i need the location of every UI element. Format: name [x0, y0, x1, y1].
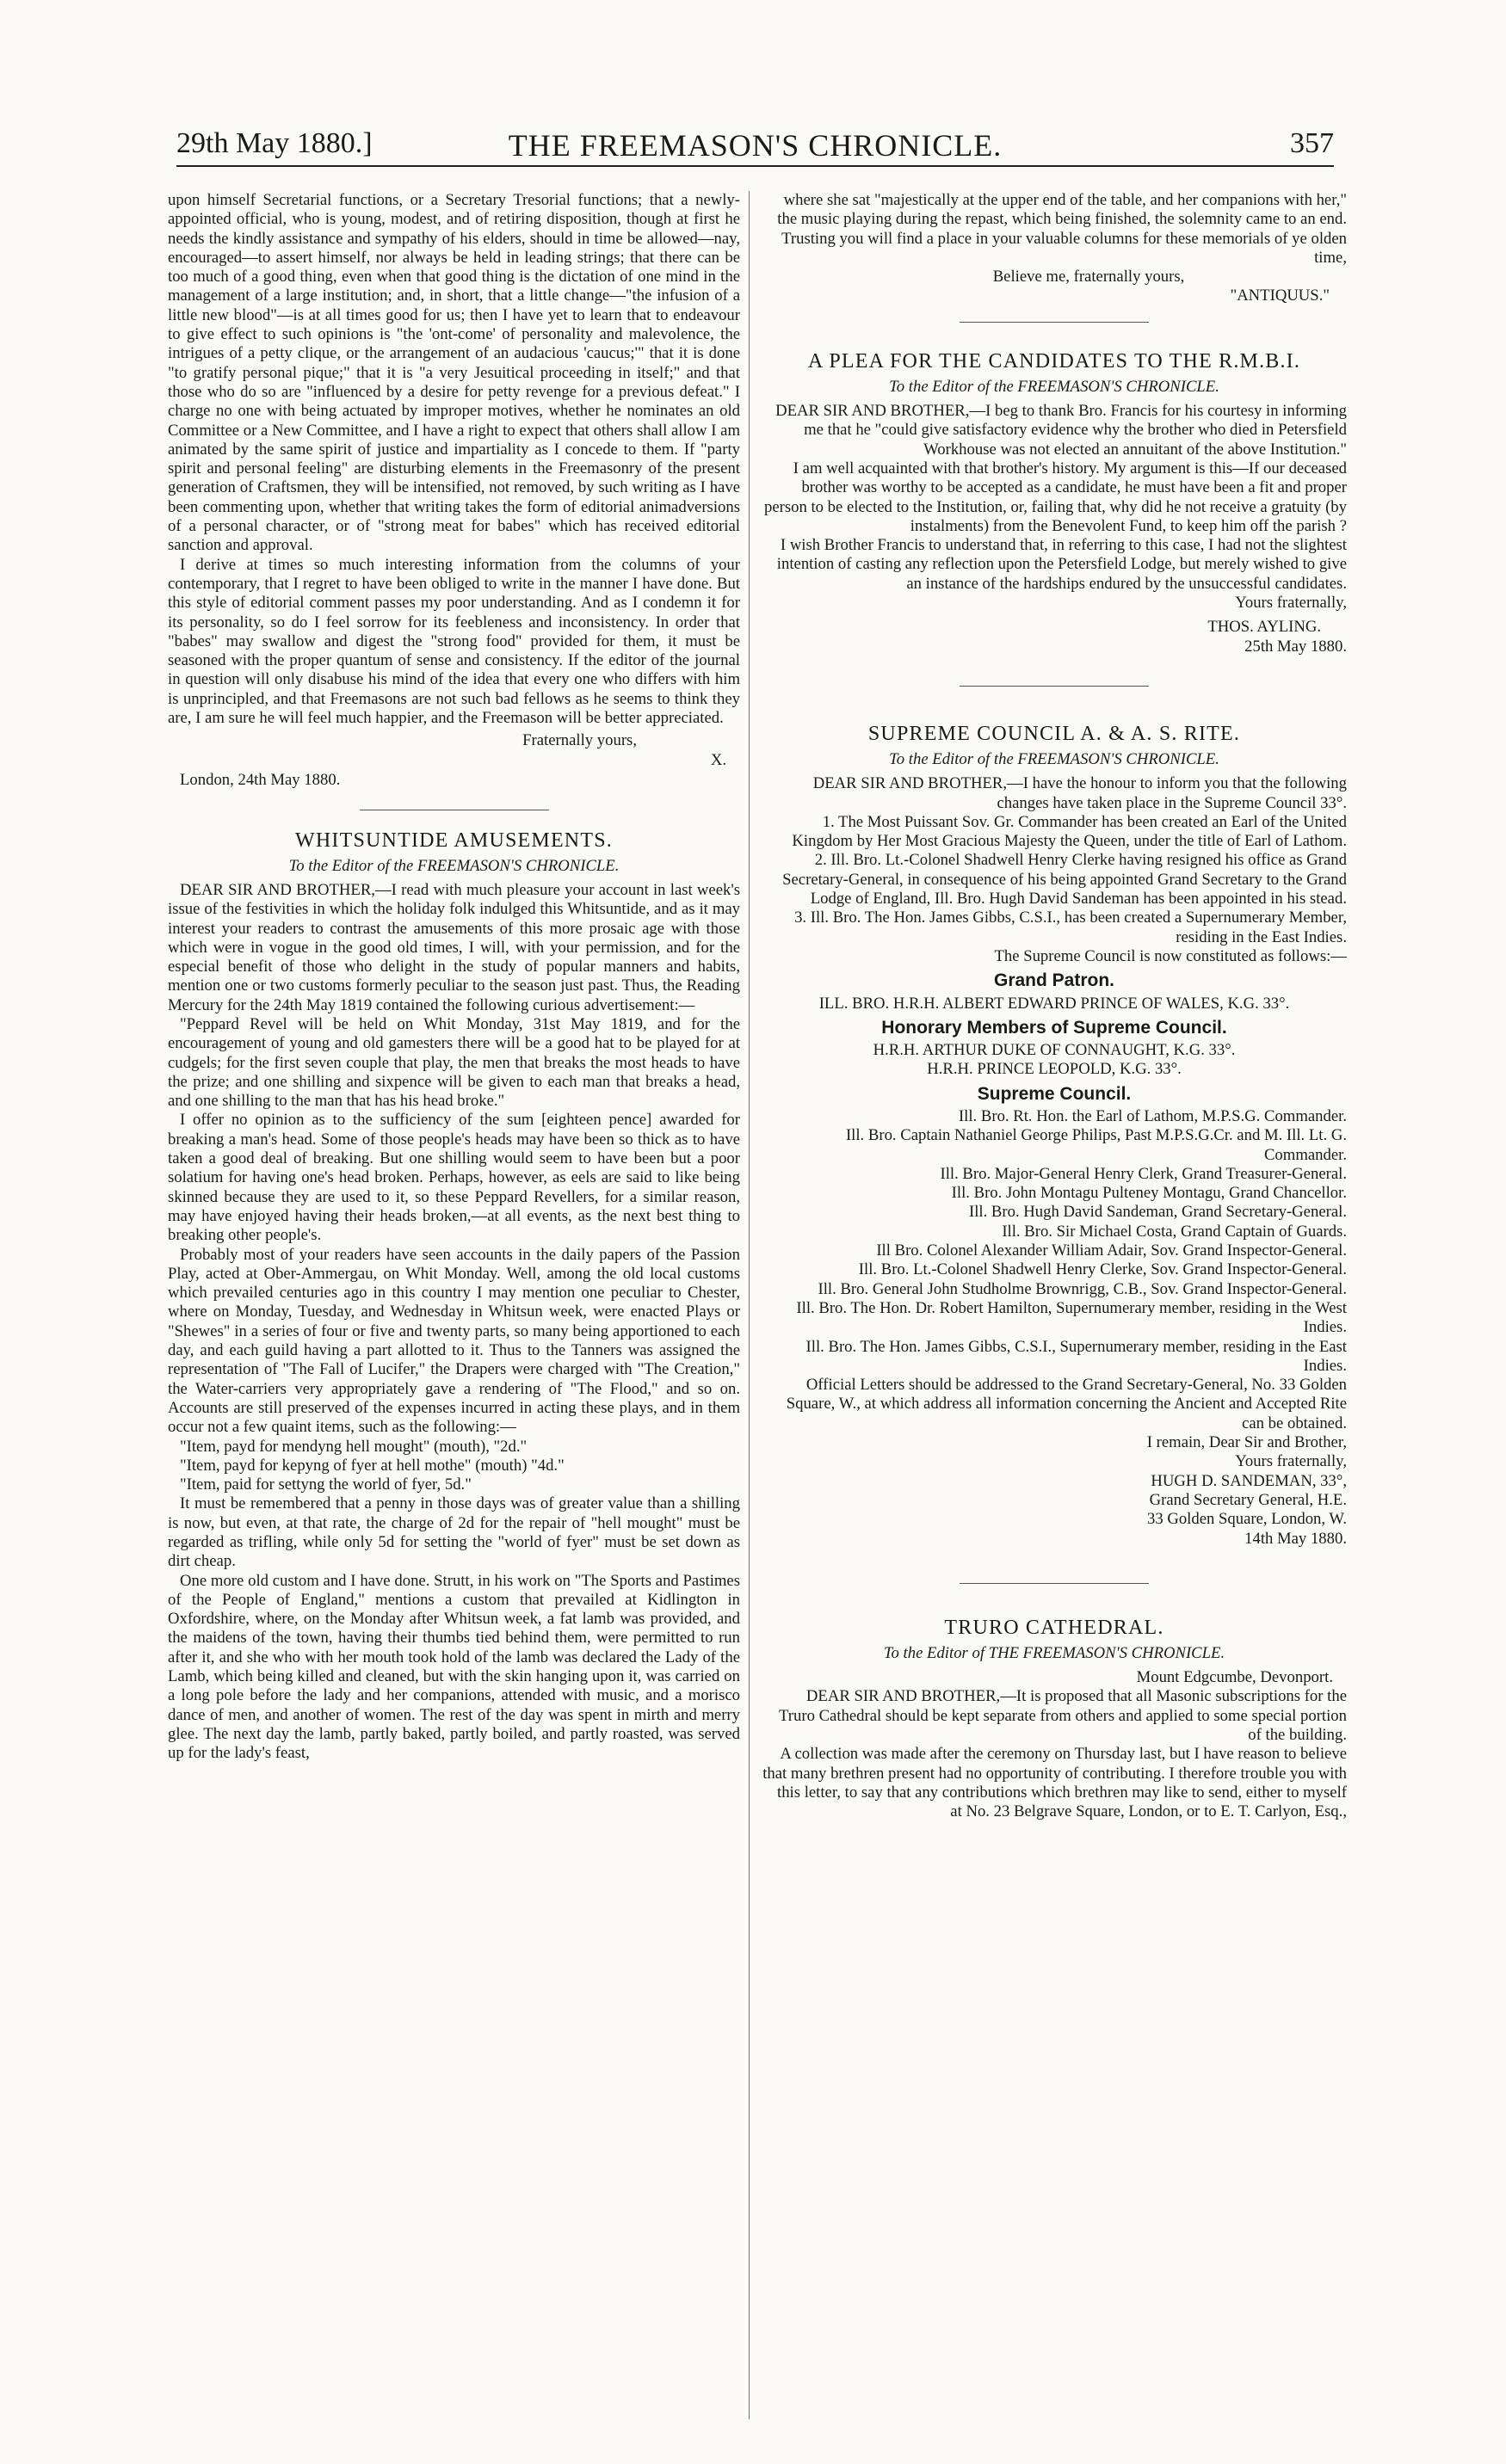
issue-date: 29th May 1880.]	[176, 127, 373, 159]
article-paragraph: One more old custom and I have done. Strutt, in his work on "The Sports and Pastimes of the People of England," mentions a custom that prevailed at Kidlington in Oxfordshire, where, on the Monday after Whitsun week, a fat lamb was provided, and the maidens of the town, having their thumbs tied behind them, were permitted to run after it, and she who with her mouth took hold of the lamb was declared the Lady of the Lamb, which being killed and cleaned, but with the skin hanging upon it, was carried on a long pole before the lady and her companions, attended with music, and a morisco dance of men, and another of women. The rest of the day was spent in mirth and merry glee. The next day the lamb, partly baked, partly boiled, and partly roasted, was served up for the lady's feast,	[168, 1571, 740, 1763]
council-member: Ill. Bro. The Hon. Dr. Robert Hamilton, Supernumerary member, residing in the West Indies.	[796, 1298, 1347, 1337]
letter-paragraph: 3. Ill. Bro. The Hon. James Gibbs, C.S.I., has been created a Supernumerary Member, residing in the East Indies.	[794, 909, 1347, 946]
council-member: Ill Bro. Colonel Alexander William Adair, Sov. Grand Inspector-General.	[876, 1241, 1347, 1260]
grand-patron-line: ILL. BRO. H.R.H. ALBERT EDWARD PRINCE OF WALES, K.G. 33°.	[818, 994, 1290, 1013]
article-item: "Item, payd for kepyng of fyer at hell mothe" (mouth) "4d."	[180, 1456, 565, 1475]
section-heading-honorary-members: Honorary Members of Supreme Council.	[881, 1017, 1227, 1038]
letter-signature: X.	[710, 750, 726, 769]
masthead	[176, 127, 1334, 167]
section-heading-supreme-council: Supreme Council.	[977, 1083, 1132, 1104]
council-member: Ill. Bro. Hugh David Sandeman, Grand Secretary-General.	[968, 1203, 1347, 1222]
letter-paragraph: DEAR SIR AND BROTHER,—It is proposed that all Masonic subscriptions for the Truro Cathedral should be kept separate from others and applied to some special portion of the building.	[779, 1687, 1347, 1744]
letter-paragraph: The Supreme Council is now constituted as follows:—	[994, 946, 1347, 965]
section-divider	[960, 686, 1149, 687]
letter-signature-row	[168, 751, 740, 791]
letter-place-date: London, 24th May 1880.	[180, 771, 341, 790]
letter-closing: I remain, Dear Sir and Brother,	[1146, 1433, 1347, 1452]
article-title-plea: A PLEA FOR THE CANDIDATES TO THE R.M.B.I.	[807, 349, 1301, 373]
article-paragraph: It must be remembered that a penny in those days was of greater value than a shilling is now, but even, at that rate, the charge of 2d for the repair of "hell mought" must be regarded as trifling, while only 5d for setting the "world of fyer" must be set down as dirt cheap.	[168, 1494, 740, 1571]
council-member: Ill. Bro. General John Studholme Brownrigg, C.B., Sov. Grand Inspector-General.	[818, 1279, 1347, 1298]
council-member: Ill. Bro. Rt. Hon. the Earl of Lathom, M.P.S.G. Commander.	[958, 1106, 1347, 1125]
publication-title: THE FREEMASON'S CHRONICLE.	[508, 128, 1003, 163]
article-subtitle: To the Editor of the FREEMASON'S CHRONICLE.	[288, 856, 620, 875]
letter-paragraph: upon himself Secretarial functions, or a Secretary Tresorial functions; that a newly-appointed official, who is young, modest, and of retiring disposition, though at first he needs the kindly assistance and sympathy of his elders, should in time be allowed—nay, encouraged—to assert himself, nor always be held in leading strings; that there can be too much of a good thing, even when that good thing is the dictation of one mind in the management of a large institution; and, in short, that a little change—"the infusion of a little new blood"—is at all times good for us; then I have yet to learn that to endeavour to give effect to such opinions is "the 'ont-come' of personality and malevolence, the intrigues of a petty clique, or the arrangement of an audacious 'caucus;'" that it is done "to gratify personal pique;" that it is "a very Jesuitical proceeding in itself;" and that those who do so are "influenced by a desire for petty revenge for a previous defeat." I charge no one with being actuated by improper motives, whether he nominates an old Committee or a New Committee, and I have a right to expect that others shall allow I am animated by the same spirit of justice and impartiality as I concede to them. If "party spirit and personal feeling" are disturbing elements in the Freemasonry of the present generation of Craftsmen, they will be intensified, not removed, by such writing as I have been commenting upon, whether that writing takes the form of editorial animadversions of a personal character, or of "strong meat for babes" which has received editorial sanction and approval.	[168, 191, 740, 555]
article-quote: "Peppard Revel will be held on Whit Monday, 31st May 1819, and for the encouragement of young and old gamesters there will be a good hat to be played for at cudgels; for the first seven couple that play, the men that breaks the most heads to have the prize; and one shilling and sixpence will be given to each man that breaks a head, and one shilling to the man that has his head broke."	[168, 1014, 740, 1111]
article-subtitle: To the Editor of the FREEMASON'S CHRONICLE.	[889, 377, 1219, 396]
letter-paragraph: A collection was made after the ceremony on Thursday last, but I have reason to believe that many brethren present had no opportunity of contributing. I therefore trouble you with this letter, to say that any contributions which brethren may like to send, either to myself at No. 23 Belgrave Square, London, or to E. T. Carlyon, Esq.,	[762, 1745, 1347, 1821]
letter-closing: Yours fraternally,	[1235, 594, 1347, 613]
article-paragraph: DEAR SIR AND BROTHER,—I read with much pleasure your account in last week's issue of the festivities in which the holiday folk indulged this Whitsuntide, and as it may interest your readers to contrast the amusements of this more prosaic age with those which were in vogue in the good old times, I will, with your permission, and for the especial benefit of those who delight in the study of popular manners and habits, mention one or two customs formerly peculiar to the season just past. Thus, the Reading Mercury for the 24th May 1819 contained the following curious advertisement:—	[168, 880, 740, 1014]
council-member: Ill. Bro. The Hon. James Gibbs, C.S.I., Supernumerary member, residing in the East Indies.	[805, 1337, 1347, 1375]
column-divider	[749, 191, 750, 2419]
article-paragraph: I offer no opinion as to the sufficiency of the sum [eighteen pence] awarded for breaking a man's head. Some of those people's heads may have been so thick as to have taken a good deal of breaking. But one shilling would seem to have been but a poor solatium for having one's head broken. Perhaps, however, as eels are said to like being skinned because they are used to it, so these Peppard Revellers, for a similar reason, may have enjoyed having their heads broken,—at all events, as the next best thing to breaking other people's.	[168, 1111, 740, 1245]
council-member: Ill. Bro. Lt.-Colonel Shadwell Henry Clerke, Sov. Grand Inspector-General.	[858, 1260, 1347, 1279]
honorary-member: H.R.H. PRINCE LEOPOLD, K.G. 33°.	[927, 1060, 1182, 1079]
council-member: Ill. Bro. John Montagu Pulteney Montagu, Grand Chancellor.	[951, 1184, 1347, 1203]
letter-paragraph: I am well acquainted with that brother's history. My argument is this—If our deceased brother was worthy to be accepted as a candidate, he must have been a fit and proper person to be elected to the Institution, or, failing that, why did he not receive a gratuity (by instalments) from the Benevolent Fund, to keep him off the parish ?	[763, 459, 1347, 535]
article-item: "Item, paid for settyng the world of fyer, 5d."	[180, 1475, 472, 1494]
council-member: Ill. Bro. Sir Michael Costa, Grand Captain of Guards.	[1002, 1222, 1347, 1241]
article-title-whitsuntide: WHITSUNTIDE AMUSEMENTS.	[295, 829, 613, 852]
council-member: Ill. Bro. Major-General Henry Clerk, Grand Treasurer-General.	[940, 1164, 1347, 1183]
letter-paragraph: I wish Brother Francis to understand that, in referring to this case, I had not the slightest intention of casting any reflection upon the Petersfield Lodge, but merely wished to give an instance of the hardships endured by the unsuccessful candidates.	[776, 536, 1347, 593]
letter-signature: THOS. AYLING.	[1207, 618, 1321, 637]
article-paragraph: Probably most of your readers have seen accounts in the daily papers of the Passion Play, acted at Ober-Ammergau, on Whit Monday. Well, among the old local customs which prevailed centuries ago in this country I may mention one peculiar to Chester, where on Monday, Tuesday, and Wednesday in Whitsun week, were enacted Plays or "Shewes" in a series of four or five and twenty parts, so many being apportioned to each day, and each guild having a part allotted to it. Thus to the Tanners was assigned the representation of "The Fall of Lucifer," the Drapers were charged with "The Creation," the Water-carriers very appropriately gave a rendering of "The Flood," and so on. Accounts are still preserved of the expenses incurred in acting these plays, and in them occur not a few quaint items, such as the following:—	[168, 1245, 740, 1437]
article-title-truro: TRURO CATHEDRAL.	[944, 1616, 1164, 1639]
letter-paragraph: 2. Ill. Bro. Lt.-Colonel Shadwell Henry Clerke having resigned his office as Grand Secretary-General, in consequence of his being appointed Grand Secretary to the Grand Lodge of England, Ill. Bro. Hugh David Sandeman has been appointed in his stead.	[782, 851, 1347, 909]
letter-address: 33 Golden Square, London, W.	[1146, 1510, 1347, 1529]
honorary-member: H.R.H. ARTHUR DUKE OF CONNAUGHT, K.G. 33°.	[873, 1041, 1236, 1060]
letter-paragraph: DEAR SIR AND BROTHER,—I beg to thank Bro. Francis for his courtesy in informing me that he "could give satisfactory evidence why the brother who died in Petersfield Workhouse was not elected an annuitant of the above Institution."	[775, 402, 1347, 459]
left-column	[168, 191, 740, 2419]
right-column	[762, 191, 1347, 2419]
article-subtitle: To the Editor of the FREEMASON'S CHRONICLE.	[889, 749, 1219, 768]
letter-closing: Believe me, fraternally yours,	[992, 268, 1185, 286]
letter-date: 25th May 1880.	[1244, 637, 1347, 656]
letter-place: Mount Edgcumbe, Devonport.	[1136, 1668, 1333, 1687]
letter-signature: "ANTIQUUS."	[1230, 286, 1330, 305]
letter-paragraph: 1. The Most Puissant Sov. Gr. Commander has been created an Earl of the United Kingdom by Her Most Gracious Majesty the Queen, under the title of Earl of Lathom.	[792, 812, 1347, 851]
council-member: Ill. Bro. Captain Nathaniel George Philips, Past M.P.S.G.Cr. and M. Ill. Lt. G. Commander.	[845, 1126, 1347, 1164]
letter-signature-title: Grand Secretary General, H.E.	[1149, 1490, 1347, 1509]
letter-paragraph: Official Letters should be addressed to the Grand Secretary-General, No. 33 Golden Square, W., at which address all information concerning the Ancient and Accepted Rite can be obtained.	[786, 1376, 1347, 1432]
letter-paragraph: DEAR SIR AND BROTHER,—I have the honour to inform you that the following changes have taken place in the Supreme Council 33°.	[812, 774, 1347, 812]
article-subtitle: To the Editor of THE FREEMASON'S CHRONICLE.	[883, 1643, 1225, 1662]
article-paragraph: where she sat "majestically at the upper end of the table, and her companions with her," the music playing during the repast, which being finished, the solemnity came to an end.	[777, 191, 1347, 229]
section-divider	[960, 1583, 1149, 1584]
letter-signature: HUGH D. SANDEMAN, 33°,	[1151, 1471, 1347, 1490]
section-heading-grand-patron: Grand Patron.	[993, 970, 1115, 991]
letter-closing: Fraternally yours,	[522, 731, 637, 750]
letter-paragraph: I derive at times so much interesting information from the columns of your contemporary, that I regret to have been obliged to write in the manner I have done. But this style of editorial comment passes my poor understanding. And as I condemn it for its personality, so do I feel sorrow for its feebleness and inconsistency. In order that "babes" may swallow and digest the "strong food" provided for them, it must be seasoned with the proper quantum of sense and consistency. If the editor of the journal in question will only disabuse his mind of the idea that every one who differs with him is unprincipled, and that Freemasons are not such bad fellows as he seems to think they are, I am sure he will feel much happier, and the Freemason will be better appreciated.	[168, 555, 740, 728]
article-item: "Item, payd for mendyng hell mought" (mouth), "2d."	[180, 1437, 528, 1456]
article-title-supreme-council: SUPREME COUNCIL A. & A. S. RITE.	[867, 722, 1241, 745]
article-paragraph: Trusting you will find a place in your valuable columns for these memorials of ye olden time,	[781, 229, 1347, 267]
section-divider	[960, 322, 1149, 323]
page-number: 357	[1290, 127, 1334, 159]
letter-closing: Yours fraternally,	[1235, 1452, 1347, 1471]
letter-date: 14th May 1880.	[1244, 1529, 1347, 1548]
